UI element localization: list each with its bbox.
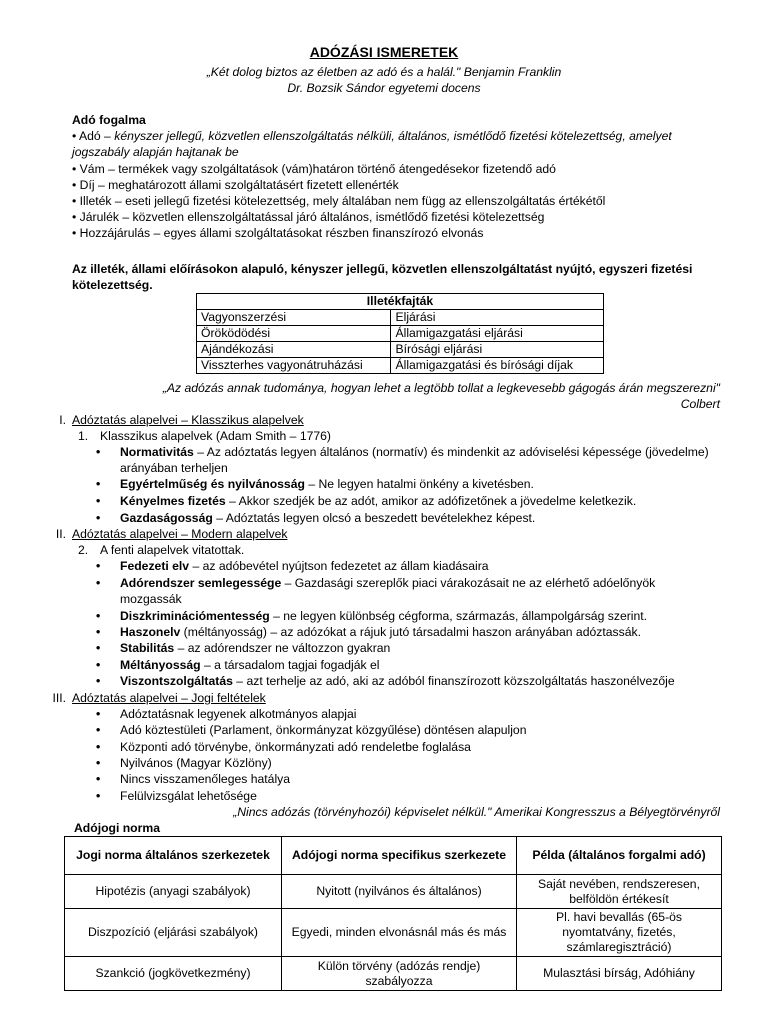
table-cell: Hipotézis (anyagi szabályok) [65,875,282,909]
table-cell: Külön törvény (adózás rendje) szabályozza [282,957,517,991]
table-cell: Diszpozíció (eljárási szabályok) [65,909,282,957]
author-line: Dr. Bozsik Sándor egyetemi docens [287,81,481,95]
ado-fogalma-block [72,112,728,242]
section-title: Adóztatás alapelvei – Jogi feltételek [72,691,266,705]
list-item: • Diszkriminációmentesség – ne legyen különbség cégforma, származás, állampolgárság szerint. [120,608,730,624]
table-cell: Államigazgatási eljárási [391,326,604,342]
list-item: • Egyértelműség és nyilvánosság – Ne legyen hatalmi önkény a kivetésben. [120,476,730,492]
definition-item: • Díj – meghatározott állami szolgáltatásért fizetett ellenérték [72,177,399,192]
table-row [65,957,722,991]
adojogi-table [64,836,722,991]
list-item: • Központi adó törvénybe, önkormányzati adó rendeletbe foglalása [120,739,730,755]
table-cell: Visszterhes vagyonátruházási [197,358,391,374]
table-row [197,310,604,326]
sub-number: 2. [78,543,89,557]
list-item: • Normativitás – Az adóztatás legyen általános (normatív) és mindenkit az adóviselési képessége (jövedelme) arányában terheljen [120,444,730,476]
definition-item: • Hozzájárulás – egyes állami szolgáltatásokat részben finanszírozó elvonás [72,226,484,241]
table-row [65,875,722,909]
section-number: II. [55,527,66,541]
table-cell: Saját nevében, rendszeresen, belföldön értékesít [517,875,722,909]
illetek-definition: Az illeték, állami előírásokon alapuló, kényszer jellegű, közvetlen ellenszolgáltatást nyújtó, egyszeri fizetési kötelezettség. [72,262,693,293]
table-header-cell: Jogi norma általános szerkezetek [65,837,282,875]
congress-quote: „Nincs adózás (törvényhozói) képviselet nélkül." Amerikai Kongresszus a Bélyegtörvényről [233,805,720,819]
table-cell: Mulasztási bírság, Adóhiány [517,957,722,991]
colbert-attribution: Colbert [680,397,720,411]
table-cell: Pl. havi bevallás (65-ös nyomtatvány, fizetés, számlaregisztráció) [517,909,722,957]
definition-item: • Illeték – eseti jellegű fizetési kötelezettség, mely általában nem függ az ellenszolgáltatás értékétől [72,194,606,209]
list-item: • Nyilvános (Magyar Közlöny) [120,755,730,771]
list-item: • Kényelmes fizetés – Akkor szedjék be az adót, amikor az adófizetőnek a jövedelme keletkezik. [120,493,730,509]
page-title: ADÓZÁSI ISMERETEK [309,44,459,60]
table-header-cell: Példa (általános forgalmi adó) [517,837,722,875]
list-item: • Felülvizsgálat lehetősége [120,788,730,804]
table-cell: Szankció (jogkövetkezmény) [65,957,282,991]
adojogi-heading: Adójogi norma [74,821,160,835]
table-row [197,342,604,358]
table-row [197,326,604,342]
table-cell: Bírósági eljárási [391,342,604,358]
table-row [65,909,722,957]
sub-number: 1. [78,429,89,443]
table-cell: Vagyonszerzési [197,310,391,326]
list-item: • Adó köztestületi (Parlament, önkormányzat közgyűlése) döntésen alapuljon [120,722,730,738]
list-item: • Gazdaságosság – Adóztatás legyen olcsó a beszedett bevételekhez képest. [120,510,730,526]
definition-item: • Adó – kényszer jellegű, közvetlen ellenszolgáltatás nélküli, általános, ismétlődő fizetési kötelezettség, amelyet jogszabály alapján hajtanak be [72,129,672,160]
table-cell: Ajándékozási [197,342,391,358]
list-item: • Méltányosság – a társadalom tagjai fogadják el [120,657,730,673]
section-title: Adóztatás alapelvei – Klasszikus alapelvek [72,413,304,427]
section-number: I. [59,413,66,427]
section-title: Adóztatás alapelvei – Modern alapelvek [72,527,288,541]
list-item: • Adóztatásnak legyenek alkotmányos alapjai [120,706,730,722]
colbert-quote: „Az adózás annak tudománya, hogyan lehet a legtöbb tollat a legkevesebb gágogás árán megszerezni" [162,381,720,395]
list-item: • Viszontszolgáltatás – azt terhelje az adó, aki az adóból finanszírozott közszolgáltatás haszonélvezője [120,673,740,689]
illetek-table-header: Illetékfajták [197,294,604,310]
table-header-cell: Adójogi norma specifikus szerkezete [282,837,517,875]
table-header-row [65,837,722,875]
list-item: • Haszonelv (méltányosság) – az adózókat a rájuk jutó társadalmi haszon arányában adóztassák. [120,624,730,640]
table-cell: Öröködödési [197,326,391,342]
table-cell: Államigazgatási és bírósági díjak [391,358,604,374]
definition-item: • Vám – termékek vagy szolgáltatások (vám)határon történő átengedésekor fizetendő adó [72,161,556,176]
franklin-quote: „Két dolog biztos az életben az adó és a halál." Benjamin Franklin [206,65,562,79]
list-item: • Adórendszer semlegessége – Gazdasági szereplők piaci várakozásait ne az elérhető adóelőnyök mozgassák [120,575,680,607]
list-item: • Nincs visszamenőleges hatálya [120,771,730,787]
list-item: • Fedezeti elv – az adóbevétel nyújtson fedezetet az állam kiadásaira [120,558,730,574]
ado-fogalma-heading: Adó fogalma [72,113,146,127]
table-row [197,358,604,374]
sub-title: A fenti alapelvek vitatottak. [100,543,245,557]
table-cell: Eljárási [391,310,604,326]
section-number: III. [52,691,66,705]
table-cell: Nyitott (nyilvános és általános) [282,875,517,909]
table-cell: Egyedi, minden elvonásnál más és más [282,909,517,957]
illetek-table [196,293,604,374]
list-item: • Stabilitás – az adórendszer ne változzon gyakran [120,640,730,656]
sub-title: Klasszikus alapelvek (Adam Smith – 1776) [100,429,331,443]
definition-item: • Járulék – közvetlen ellenszolgáltatással járó általános, ismétlődő fizetési kötelezettség [72,210,545,225]
